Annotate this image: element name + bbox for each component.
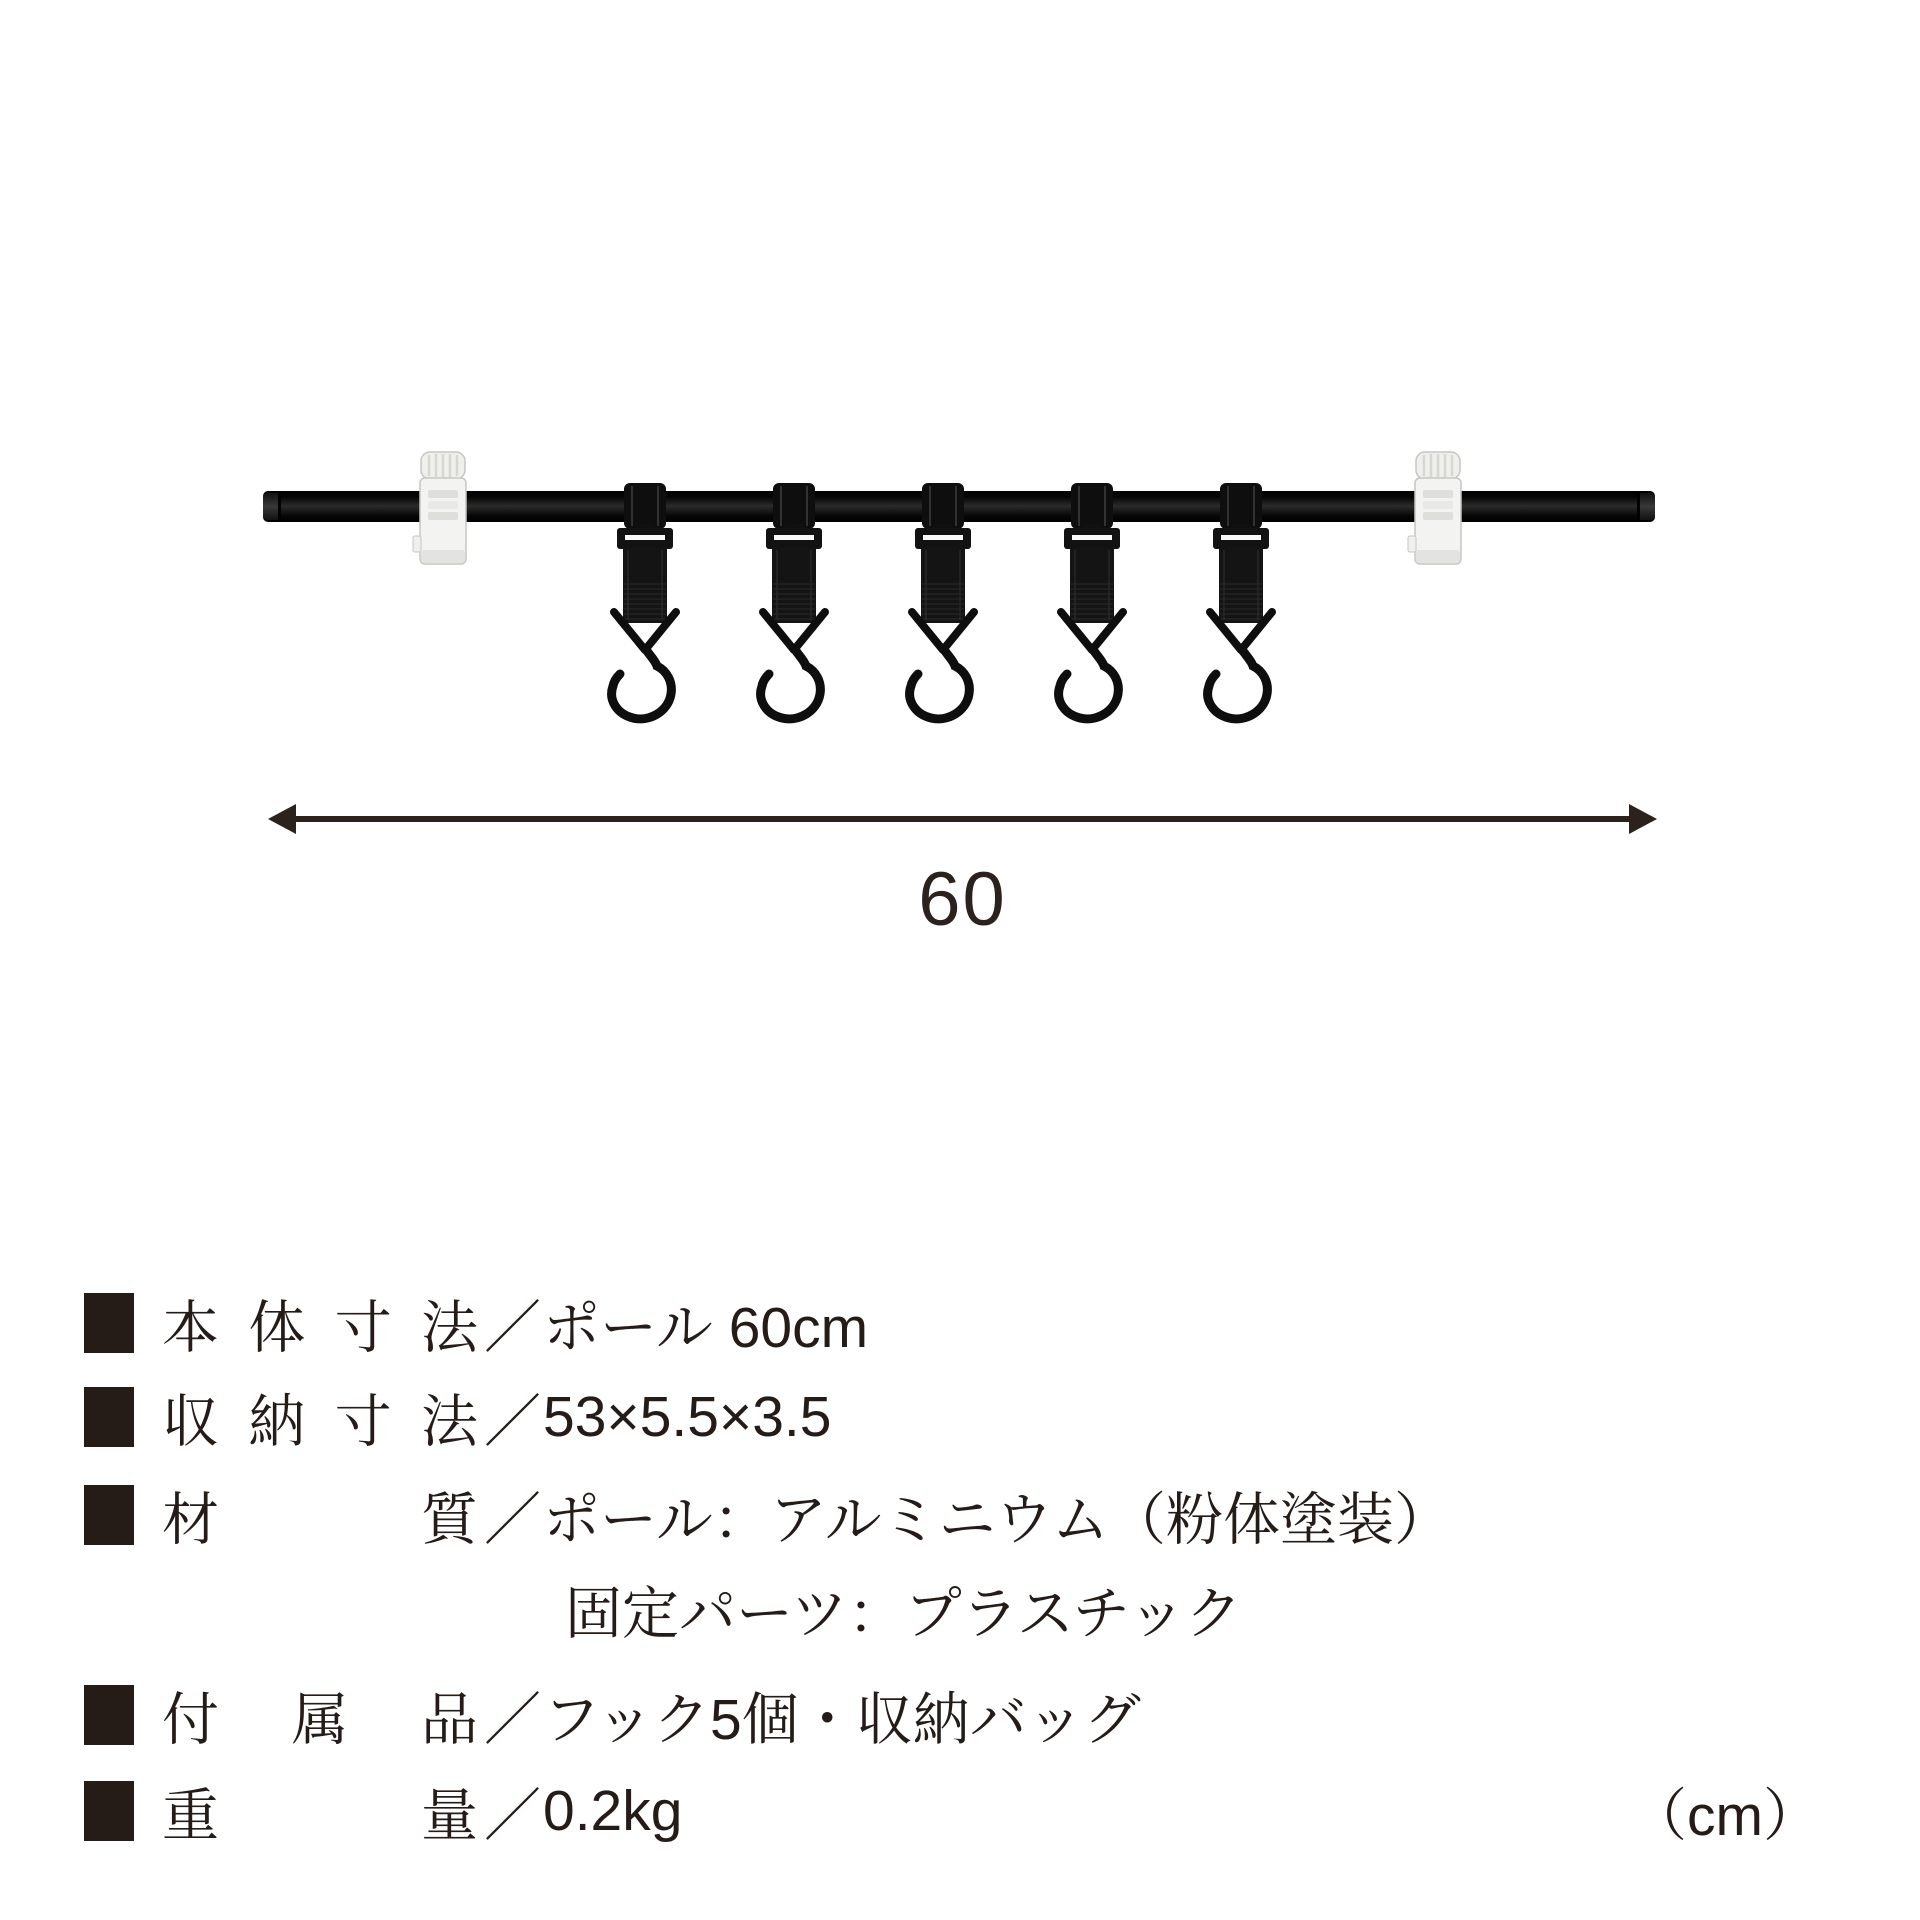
spec-value: ポール 60cm [543, 1296, 869, 1360]
spec-separator: ／ [484, 1488, 541, 1552]
spec-label: 収 納 寸 法 [162, 1390, 478, 1454]
spec-value: 固定パーツ：プラスチック [565, 1582, 1243, 1646]
spec-value: ポール：アルミニウム（粉体塗装） [543, 1488, 1452, 1552]
dimension-arrow [268, 804, 1657, 834]
bullet-square-icon [84, 1293, 134, 1353]
fixing-clip-right [1408, 452, 1461, 564]
spec-row-accessories [84, 1682, 1141, 1752]
spec-row-weight [84, 1778, 683, 1848]
spec-label: 付 属 品 [162, 1688, 478, 1752]
bullet-square-icon [84, 1781, 134, 1841]
spec-label: 材 質 [162, 1488, 478, 1552]
spec-separator: ／ [484, 1784, 541, 1848]
spec-value: フック5個・収納バッグ [543, 1688, 1141, 1752]
arrow-line [288, 816, 1637, 822]
spec-separator: ／ [484, 1688, 541, 1752]
spec-label: 本 体 寸 法 [162, 1296, 478, 1360]
s-hook-hanger-4 [1059, 483, 1123, 719]
fixing-clip-left [413, 452, 466, 564]
bullet-square-icon [84, 1387, 134, 1447]
spec-value: 0.2kg [543, 1779, 683, 1843]
spec-label: 重 量 [162, 1784, 478, 1848]
unit-note: （cm） [1630, 1784, 1820, 1848]
spec-value: 53×5.5×3.5 [543, 1385, 832, 1449]
bullet-square-icon [84, 1685, 134, 1745]
s-hook-hanger-5 [1208, 483, 1272, 719]
bullet-square-icon [84, 1485, 134, 1545]
spec-separator: ／ [484, 1390, 541, 1454]
spec-separator: ／ [484, 1296, 541, 1360]
spec-row-body-size [84, 1290, 869, 1360]
s-hook-hanger-1 [612, 483, 676, 719]
arrow-right-icon [1629, 804, 1657, 834]
dimension-value: 60 [918, 857, 1007, 942]
spec-row-material-continuation [565, 1576, 1243, 1646]
spec-row-packed-size [84, 1384, 832, 1454]
s-hook-hanger-3 [910, 483, 974, 719]
hooks-and-clips-illustration [0, 440, 1920, 740]
s-hook-hanger-2 [761, 483, 825, 719]
spec-row-material [84, 1482, 1452, 1552]
